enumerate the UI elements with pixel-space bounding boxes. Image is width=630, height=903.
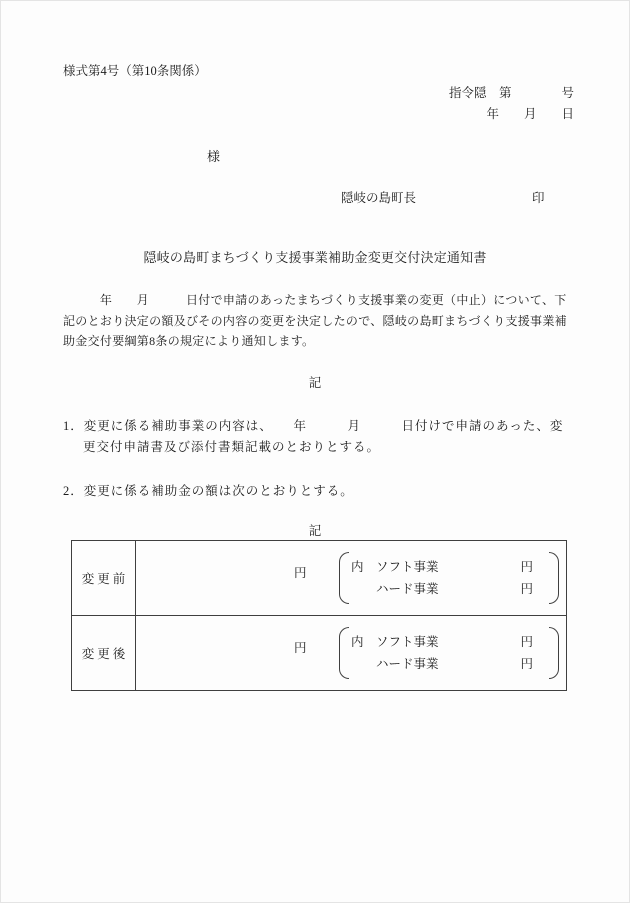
breakdown-prefix: 内 <box>351 560 364 574</box>
breakdown-unit: 円 <box>520 582 533 596</box>
section-marker-ki-1: 記 <box>308 376 322 390</box>
directive-number-line: 指令隠 第 号 <box>448 86 574 100</box>
body-line: 助金交付要綱第8条の規定により通知します。 <box>63 334 315 349</box>
breakdown-prefix: 内 <box>351 635 364 649</box>
breakdown-line <box>351 560 533 574</box>
body-line: 記のとおり決定の額及びその内容の変更を決定したので、隠岐の島町まちづくり支援事業補 <box>63 313 567 328</box>
breakdown-line <box>351 657 533 671</box>
breakdown-unit: 円 <box>520 657 533 671</box>
breakdown-bracket <box>339 552 559 604</box>
seal-mark: 印 <box>532 191 545 205</box>
right-parenthesis-icon <box>549 552 559 604</box>
item-line: 1．変更に係る補助事業の内容は、 年 月 日付けで申請のあった、変 <box>63 419 564 433</box>
row-content-cell <box>136 616 566 690</box>
amount-unit: 円 <box>294 641 307 655</box>
breakdown-line <box>351 635 533 649</box>
amount-table <box>71 540 567 691</box>
left-parenthesis-icon <box>339 552 349 604</box>
breakdown-name: ソフト事業 <box>376 635 439 649</box>
date-line: 年 月 日 <box>486 107 574 121</box>
table-row-before-change <box>72 541 566 615</box>
item-line: 更交付申請書及び添付書類記載のとおりとする。 <box>83 440 381 455</box>
section-marker-ki-2: 記 <box>308 524 322 538</box>
breakdown-content <box>349 627 549 679</box>
breakdown-content <box>349 552 549 604</box>
breakdown-name: ハード事業 <box>376 657 439 671</box>
breakdown-bracket <box>339 627 559 679</box>
row-label: 変更前 <box>72 541 136 615</box>
breakdown-prefix <box>351 657 376 671</box>
row-label: 変更後 <box>72 616 136 690</box>
table-row-after-change <box>72 615 566 690</box>
issuer-title: 隠岐の島町長 <box>341 191 417 205</box>
left-parenthesis-icon <box>339 627 349 679</box>
breakdown-name: ハード事業 <box>376 582 439 596</box>
item-line: 2．変更に係る補助金の額は次のとおりとする。 <box>63 484 354 498</box>
breakdown-unit: 円 <box>520 560 533 574</box>
list-item-2 <box>63 481 354 502</box>
addressee-honorific: 様 <box>207 149 221 164</box>
issuer-line <box>341 188 545 206</box>
breakdown-line <box>351 582 533 596</box>
breakdown-unit: 円 <box>520 635 533 649</box>
breakdown-name: ソフト事業 <box>376 560 439 574</box>
breakdown-prefix <box>351 582 376 596</box>
list-item-1 <box>63 416 563 459</box>
amount-unit: 円 <box>294 566 307 580</box>
document-title: 隠岐の島町まちづくり支援事業補助金変更交付決定通知書 <box>143 250 487 265</box>
row-content-cell <box>136 541 566 615</box>
body-line: 年 月 日付で申請のあったまちづくり支援事業の変更（中止）について、下 <box>63 293 567 307</box>
right-parenthesis-icon <box>549 627 559 679</box>
body-paragraph <box>63 290 567 352</box>
form-number: 様式第4号（第10条関係） <box>63 64 207 78</box>
